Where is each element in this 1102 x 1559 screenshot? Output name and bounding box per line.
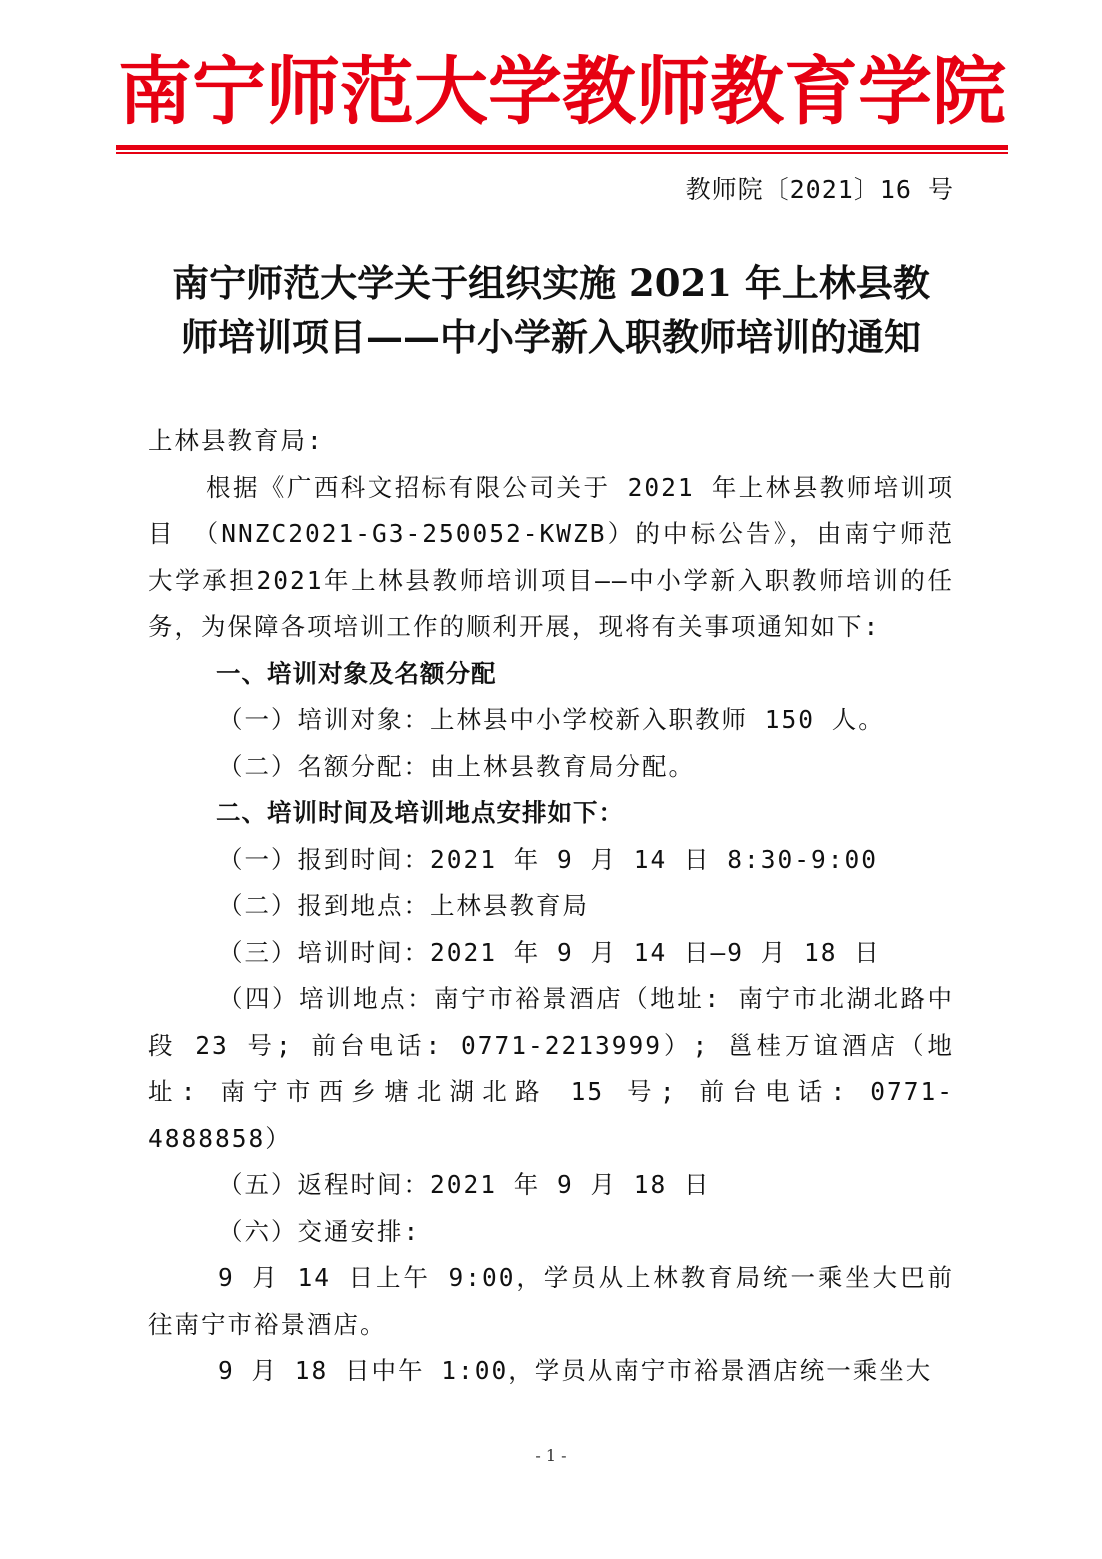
section-2-item: （四）培训地点：南宁市裕景酒店（地址: 南宁市北湖北路中段 23 号; 前台电话: 0771-2213999）; 邕桂万谊酒店（地址: 南宁市西乡塘北湖北路 15 号; 前台电话: 0771-4888858） (148, 984, 954, 1153)
section-2-item: （一）报到时间：2021 年 9 月 14 日 8:30-9:00 (218, 844, 879, 874)
page-number: - 1 - (535, 1446, 567, 1465)
section-2-item: （二）报到地点：上林县教育局 (218, 891, 589, 920)
section-1-heading: 一、培训对象及名额分配 (216, 658, 497, 688)
section-2-item: （六）交通安排: (218, 1216, 421, 1246)
intro-paragraph: 根据《广西科文招标有限公司关于 2021 年上林县教师培训项目 （NNZC2021-G3-250052-KWZB）的中标公告》，由南宁师范大学承担2021年上林县教师培训项目——中小学新入职教师培训的任务，为保障各项培训工作的顺利开展，现将有关事项通知如下: (148, 472, 954, 641)
document-number: 教师院〔2021〕16 号 (685, 175, 954, 204)
section-2-heading: 二、培训时间及培训地点安排如下： (216, 798, 624, 827)
transport-paragraph-1: 9 月 14 日上午 9:00，学员从上林教育局统一乘坐大巴前往南宁市裕景酒店。 (148, 1263, 954, 1339)
section-1-item: （二）名额分配：由上林县教育局分配。 (218, 751, 695, 781)
institution-masthead: 南宁师范大学教师教育学院 (118, 49, 1006, 135)
notice-body (148, 418, 954, 1395)
section-2-item: （三）培训时间：2021 年 9 月 14 日—9 月 18 日 (218, 937, 881, 967)
transport-paragraph-2: 9 月 18 日中午 1:00，学员从南宁市裕景酒店统一乘坐大 (218, 1356, 933, 1385)
red-header-rule-thin (116, 152, 1008, 154)
title-line-1: 南宁师范大学关于组织实施 2021 年上林县教 (172, 261, 930, 305)
red-header-rule (116, 145, 1008, 150)
notice-title (148, 256, 954, 364)
section-2-item: （五）返程时间：2021 年 9 月 18 日 (218, 1170, 711, 1199)
title-line-2: 师培训项目——中小学新入职教师培训的通知 (181, 315, 921, 359)
section-1-item: （一）培训对象：上林县中小学校新入职教师 150 人。 (218, 705, 885, 734)
salutation: 上林县教育局: (148, 426, 324, 455)
